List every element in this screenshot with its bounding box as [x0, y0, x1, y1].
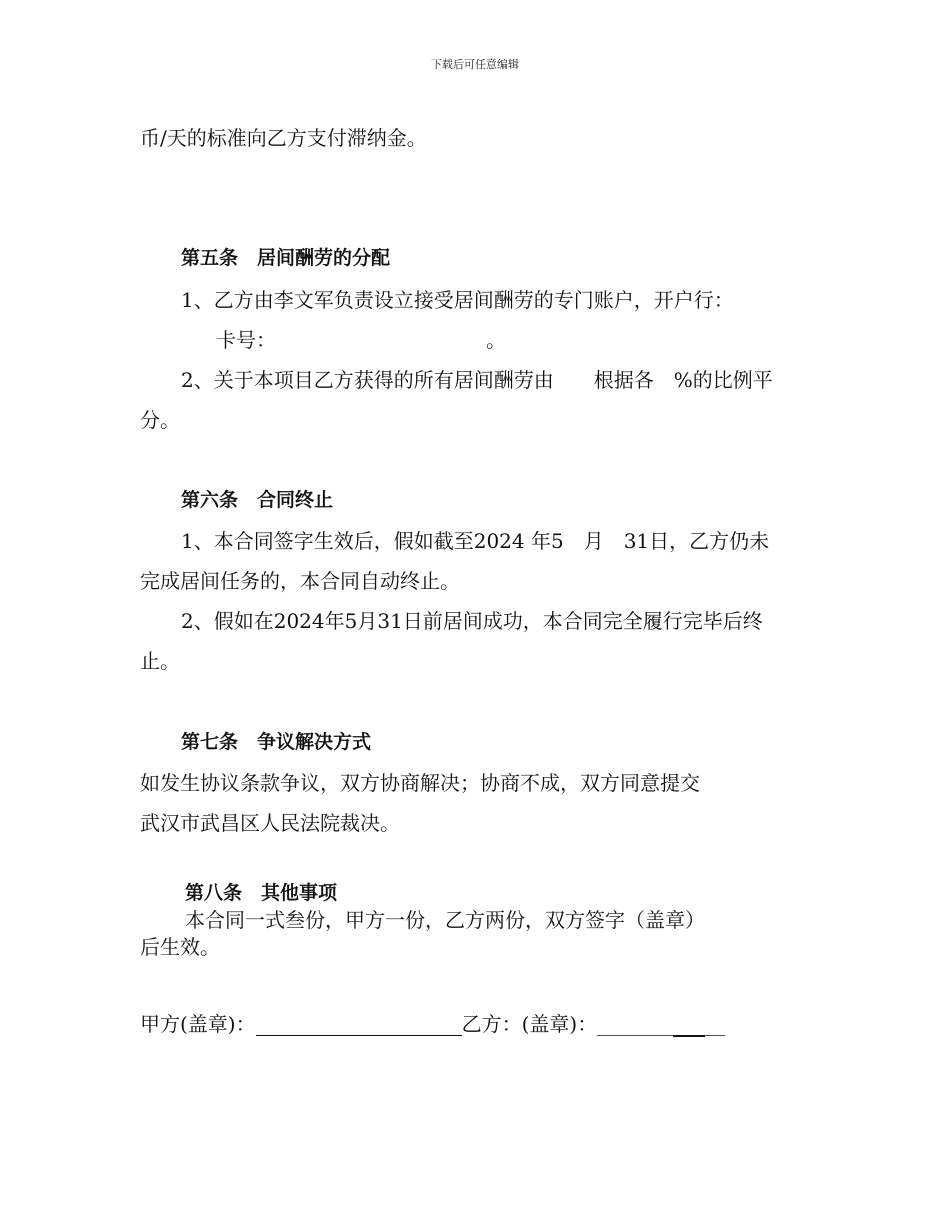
page-header: 下载后可任意编辑	[431, 58, 519, 71]
paragraph-line: 如发生协议条款争议，双方协商解决；协商不成，双方同意提交	[140, 771, 700, 795]
paragraph-line: 币/天的标准向乙方支付滞纳金。	[140, 126, 427, 150]
card-number-line: 卡号： 。	[216, 328, 506, 352]
paragraph-line: 止。	[140, 649, 180, 673]
party-a-label: 甲方(盖章)：	[140, 1012, 256, 1036]
paragraph-line: 1、乙方由李文军负责设立接受居间酬劳的专门账户，开户行：	[181, 288, 734, 312]
article-8-title: 第八条 其他事项	[185, 882, 338, 904]
article-6-title: 第六条 合同终止	[181, 489, 334, 511]
article-5-title: 第五条 居间酬劳的分配	[181, 247, 391, 269]
party-b-label: 乙方：(盖章)：	[461, 1012, 598, 1036]
paragraph-line: 2、假如在2024年5月31日前居间成功，本合同完全履行完毕后终	[181, 609, 763, 633]
paragraph-line: 本合同一式叁份，甲方一份，乙方两份，双方签字（盖章）	[185, 908, 705, 932]
party-a-signature-line	[256, 1015, 462, 1036]
signature-row	[140, 1012, 725, 1036]
article-7-title: 第七条 争议解决方式	[181, 731, 372, 753]
party-b-signature-line	[597, 1015, 725, 1036]
paragraph-line: 武汉市武昌区人民法院裁决。	[140, 811, 400, 835]
paragraph-line: 完成居间任务的，本合同自动终止。	[140, 569, 460, 593]
paragraph-line: 2、关于本项目乙方获得的所有居间酬劳由 根据各 %的比例平	[181, 368, 773, 392]
paragraph-line: 后生效。	[140, 935, 220, 959]
paragraph-line: 1、本合同签字生效后，假如截至2024 年5 月 31日，乙方仍未	[181, 529, 770, 553]
paragraph-line: 分。	[140, 408, 180, 432]
